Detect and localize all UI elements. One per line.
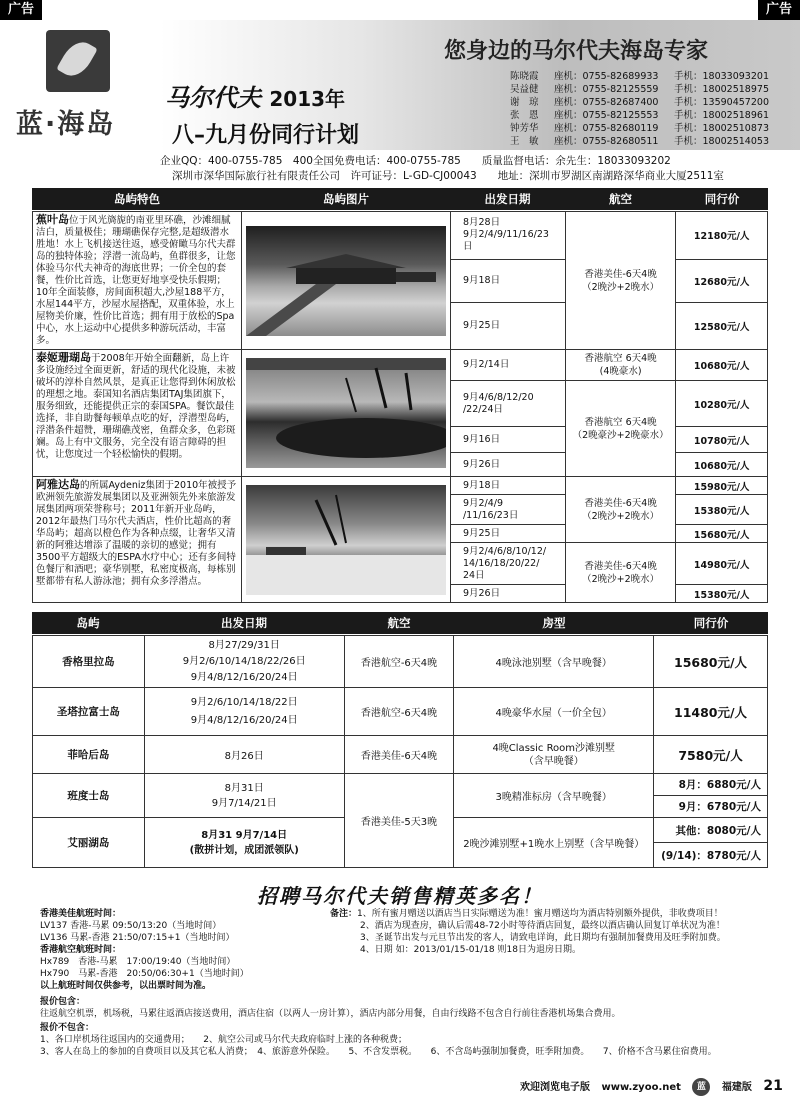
table-row: 9月16日 10780元/人 xyxy=(33,427,768,453)
table-row: 9月26日 15380元/人 xyxy=(33,585,768,603)
island-desc: 阿雅达岛的所属Aydeniz集团于2010年被授予欧洲领先旅游发展集团以及亚洲领先外来旅游发展集团两项荣誉称号；2011年新开业岛屿，2012年最热门马尔代夫酒店，性价比超高的奢华岛屿；超高以橙色作为各种点缀，让奢华又清新的阿雅达增添了温暖的亲切的感觉；拥有3500平方超级大的ESPA水疗中心；还有多间特色餐厅和酒吧；豪华别墅，私密度极高，每栋别墅都带有私人游泳池；拥有众多浮潜点。 xyxy=(33,477,242,603)
price-excluded: 报价不包含： 1、各口岸机场往返国内的交通费用； 2、航空公司或马尔代夫政府临时上涨的各种税费； 3、客人在岛上的参加的自费项目以及其它私人消费； 4、旅游意外保险。 5、不含发票税。 6、不含岛屿强制加餐费，旺季附加费。 7、价格不含马累住宿费用。 xyxy=(40,1023,717,1057)
table-row: 香格里拉岛 8月27/29/31日 9月2/6/10/14/18/22/26日 9月4/8/12/16/20/24日 香港航空-6天4晚 4晚泳池别墅（含早晚餐） 15680元/人 xyxy=(33,636,768,688)
table-row: 班度士岛 8月31日 9月7/14/21日 香港美佳-5天3晚 3晚精准标房（含早晚餐） 8月：6880元/人 xyxy=(33,774,768,796)
table2-header: 岛屿 出发日期 航空 房型 同行价 xyxy=(32,612,768,634)
table-row: 蕉叶岛位于风光旖旎的南亚里环礁，沙滩细腻洁白，质量极佳；珊瑚礁保存完整,是超级潜水胜地！水上飞机接送往返，感受俯瞰马尔代夫群岛的独特体验；浮潜一流岛屿，鱼群很多，让您体验马尔代夫神奇的海底世界；一价全包的套餐，性价比首选，让您更好地享受快乐假期；10年全面装修，房间面积超大,沙屋188平方，水屋144平方，沙屋水屋搭配，双重体验，水上屋物美价廉，性价比首选；拥有用于放松的Spa中心，水上运动中心提供多种游玩活动，丰富多。 8月28日 9月2/4/9/11/16/23日 香港美佳-6天4晚 （2晚沙+2晚水） 12180元/人 xyxy=(33,212,768,260)
brand-title: 马尔代夫 2013年 xyxy=(165,83,346,112)
ad-tag-right: 广告 xyxy=(758,0,800,20)
slogan: 您身边的马尔代夫海岛专家 xyxy=(444,39,709,64)
island-photo xyxy=(241,350,450,477)
info-line-1: 企业QQ：400-0755-785 400全国免费电话：400-0755-785 质量监督电话：余先生：18033093202 xyxy=(160,155,671,167)
table-row: 9月26日 10680元/人 xyxy=(33,453,768,477)
logo-leaf-icon xyxy=(46,30,110,92)
info-line-2: 深圳市深华国际旅行社有限责任公司 许可证号：L-GD-CJ00043 地址：深圳市罗湖区南湖路深华商业大厦2511室 xyxy=(172,170,724,182)
island-price-table xyxy=(32,211,768,603)
beach-image xyxy=(246,485,446,595)
table-row: 9月2/4/6/8/10/12/ 14/16/18/20/22/ 24日 香港美佳-6天4晚 （2晚沙+2晚水） 14980元/人 xyxy=(33,543,768,585)
island-photo xyxy=(241,212,450,350)
island-desc: 蕉叶岛位于风光旖旎的南亚里环礁，沙滩细腻洁白，质量极佳；珊瑚礁保存完整,是超级潜水胜地！水上飞机接送往返，感受俯瞰马尔代夫群岛的独特体验；浮潜一流岛屿，鱼群很多，让您体验马尔代夫神奇的海底世界；一价全包的套餐，性价比首选，让您更好地享受快乐假期；10年全面装修，房间面积超大,沙屋188平方，水屋144平方，沙屋水屋搭配，双重体验，水上屋物美价廉，性价比首选；拥有用于放松的Spa中心，水上运动中心提供多种游玩活动，丰富多。 xyxy=(33,212,242,350)
table-row: 9月2/4/9 /11/16/23日 15380元/人 xyxy=(33,495,768,525)
ad-tag-left: 广告 xyxy=(0,0,42,20)
table-row: 菲哈后岛 8月26日 香港美佳-6天4晚 4晚Classic Room沙滩别墅 （含早晚餐） 7580元/人 xyxy=(33,736,768,774)
table-row: (9/14)：8780元/人 xyxy=(33,843,768,868)
island-desc: 泰姬珊瑚岛于2008年开始全面翻新，岛上许多设施经过全面更新，舒适的现代化设施，未被破坏的淳朴自然风景，是真正让您得到休闲放松的理想之地。泰国知名酒店集团TAJ集团旗下，服务细致，还能提供正宗的泰国SPA。餐饮最佳选择，非自助餐每顿单点吃的好，浮潜型岛屿，浮潜条件超赞，珊瑚礁茂密，鱼群众多，色彩斑斓。岛上有中文服务，完全没有语言障碍的担忧，让您度过一个轻松愉快的假期。 xyxy=(33,350,242,477)
island-package-table xyxy=(32,635,768,868)
infinity-pool-image xyxy=(246,358,446,468)
table-row: 艾丽湖岛 8月31 9月7/14日 (散拼计划，成团派领队) 2晚沙滩别墅+1晚水上别墅（含早晚餐） 其他：8080元/人 xyxy=(33,818,768,843)
table-row: 9月18日 12680元/人 xyxy=(33,259,768,303)
table-row: 9月25日 12580元/人 xyxy=(33,303,768,350)
flight-times: 香港美佳航班时间： LV137 香港-马累 09:50/13:20（当地时间） LV136 马累-香港 21:50/07:15+1（当地时间） 香港航空航班时间： Hx789 香港-马累 17:00/19:40（当地时间） Hx790 马累-香港 20:50/06:30+1（当地时间） 以上航班时间仅供参考，以出票时间为准。 xyxy=(40,909,249,991)
footer: 欢迎浏览电子版 www.zyoo.net 蓝 福建版 21 xyxy=(520,1078,783,1094)
table-row: 阿雅达岛的所属Aydeniz集团于2010年被授予欧洲领先旅游发展集团以及亚洲领先外来旅游发展集团两项荣誉称号；2011年新开业岛屿，2012年最热门马尔代夫酒店，性价比超高的奢华岛屿；超高以橙色作为各种点缀，让奢华又清新的阿雅达增添了温暖的亲切的感觉；拥有3500平方超级大的ESPA水疗中心；还有多间特色餐厅和酒吧；豪华别墅，私密度极高，每栋别墅都带有私人游泳池；拥有众多浮潜点。 9月18日 香港美佳-6天4晚 （2晚沙+2晚水） 15980元/人 xyxy=(33,477,768,495)
table-row: 圣塔拉富士岛 9月2/6/10/14/18/22日 9月4/8/12/16/20/24日 香港航空-6天4晚 4晚豪华水屋（一价全包） 11480元/人 xyxy=(33,688,768,736)
table-row: 9月25日 15680元/人 xyxy=(33,525,768,543)
water-villa-image xyxy=(246,226,446,336)
table-row: 泰姬珊瑚岛于2008年开始全面翻新，岛上许多设施经过全面更新，舒适的现代化设施，未被破坏的淳朴自然风景，是真正让您得到休闲放松的理想之地。泰国知名酒店集团TAJ集团旗下，服务细致，还能提供正宗的泰国SPA。餐饮最佳选择，非自助餐每顿单点吃的好，浮潜型岛屿，浮潜条件超赞，珊瑚礁茂密，鱼群众多，色彩斑斓。岛上有中文服务，完全没有语言障碍的担忧，让您度过一个轻松愉快的假期。 9月2/14日 香港航空 6天4晚 (4晚豪水) 10680元/人 xyxy=(33,350,768,381)
zyoo-logo-icon: 蓝 xyxy=(692,1078,710,1096)
notes: 备注：1、所有蜜月赠送以酒店当日实际赠送为准！蜜月赠送均为酒店特别额外提供，非收费项目！ 2、酒店为现查房，确认后需48-72小时等待酒店回复，最终以酒店确认回复订单状况为准！ 3、圣诞节出发与元旦节出发的客人，请致电详询，此日期均有强制加餐费用及旺季附加费。 4、日期 如：2013/01/15-01/18 则18日为退房日期。 xyxy=(330,909,726,955)
logo-text: 蓝·海岛 xyxy=(16,109,116,140)
logo xyxy=(8,26,148,154)
page-number: 21 xyxy=(763,1078,783,1094)
page-subtitle: 八–九月份同行计划 xyxy=(172,123,360,148)
table-row: 9月4/6/8/12/20 /22/24日 香港航空 6天4晚 （2晚豪沙+2晚豪水） 10280元/人 xyxy=(33,381,768,427)
price-included: 报价包含： 往返航空机票，机场税，马累往返酒店接送费用，酒店住宿（以两人一房计算），酒店内部分用餐，自由行线路不包含自行前往香港机场集合费用。 xyxy=(40,997,621,1019)
table-row: 9月：6780元/人 xyxy=(33,796,768,818)
table1-header: 岛屿特色 岛屿图片 出发日期 航空 同行价 xyxy=(32,188,768,210)
contact-list: 陈晓霞 座机：0755-82689933 手机：18033093201 吴益健 座机：0755-82125559 手机：18002518975 谢 琼 座机：0755-82687400 手机：13590457200 张 恩 座机：0755-82125553 手机：18002518961 钟芳华 座机：0755-82680119 手机：18002510873 王 敏 座机：0755-82680511 手机：18002514053 xyxy=(510,71,769,147)
recruit-banner: 招聘马尔代夫销售精英多名！ xyxy=(257,884,543,908)
island-photo xyxy=(241,477,450,603)
